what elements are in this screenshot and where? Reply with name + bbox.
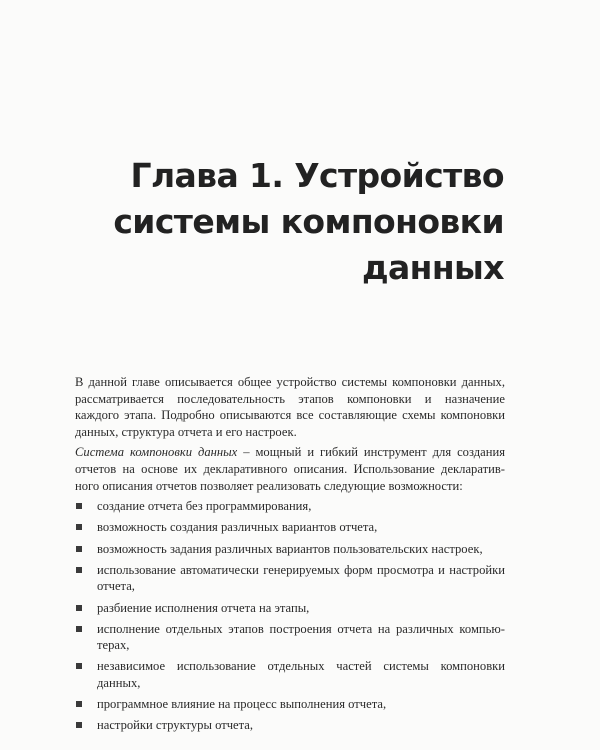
- feature-list: [75, 498, 505, 734]
- list-item-text: данных,: [97, 676, 141, 691]
- list-item-text: использование автоматически генерируемых форм просмотра и настройки: [97, 562, 505, 577]
- list-item-text: терах,: [97, 638, 130, 653]
- list-item-text: программное влияние на процесс выполнения отчета,: [97, 697, 387, 712]
- list-item-text: отчета,: [97, 579, 135, 594]
- text-line: ного описания отчетов позволяет реализовать следующие возможности:: [75, 478, 463, 493]
- list-item-text: возможность создания различных вариантов отчета,: [97, 520, 378, 535]
- list-item-text: настройки структуры отчета,: [97, 718, 254, 733]
- list-item: [75, 541, 505, 558]
- square-bullet-icon: [76, 524, 82, 530]
- square-bullet-icon: [76, 503, 82, 509]
- list-item-text: независимое использование отдельных частей системы компоновки: [97, 659, 505, 674]
- text-line: рассматривается последовательность этапов компоновки и назначение: [75, 391, 505, 406]
- chapter-title-line: данных: [361, 248, 504, 287]
- list-item-text: создание отчета без программирования,: [97, 499, 312, 514]
- text-line: данных, структура отчета и его настроек.: [75, 424, 297, 439]
- list-item: [75, 498, 505, 515]
- list-item: [75, 658, 505, 691]
- intro-paragraph: [75, 374, 505, 440]
- square-bullet-icon: [76, 546, 82, 552]
- list-item: [75, 717, 505, 734]
- list-item: [75, 600, 505, 617]
- definition-text: – мощный и гибкий инструмент для создания: [237, 445, 505, 460]
- text-line: [75, 444, 505, 461]
- text-line: отчетов на основе их декларативного описания. Использование декларатив-: [75, 461, 505, 476]
- square-bullet-icon: [76, 605, 82, 611]
- chapter-title: [74, 153, 504, 291]
- square-bullet-icon: [76, 567, 82, 573]
- defined-term: Система компоновки данных: [75, 445, 238, 460]
- list-item: [75, 621, 505, 654]
- list-item-text: исполнение отдельных этапов построения отчета на различных компью-: [97, 621, 505, 636]
- text-line: каждого этапа. Подробно описываются все составляющие схемы компоновки: [75, 408, 505, 423]
- text-line: В данной главе описывается общее устройство системы компоновки данных,: [75, 375, 505, 389]
- square-bullet-icon: [76, 722, 82, 728]
- list-item-text: разбиение исполнения отчета на этапы,: [97, 600, 310, 615]
- list-item: [75, 562, 505, 595]
- square-bullet-icon: [76, 626, 82, 632]
- list-item: [75, 696, 505, 713]
- chapter-title-line: системы компоновки: [113, 202, 504, 241]
- chapter-title-line: Глава 1. Устройство: [130, 156, 504, 195]
- chapter-body: [75, 374, 505, 739]
- square-bullet-icon: [76, 663, 82, 669]
- list-item: [75, 519, 505, 536]
- list-item-text: возможность задания различных вариантов пользовательских настроек,: [97, 541, 483, 556]
- definition-paragraph: [75, 444, 505, 494]
- square-bullet-icon: [76, 701, 82, 707]
